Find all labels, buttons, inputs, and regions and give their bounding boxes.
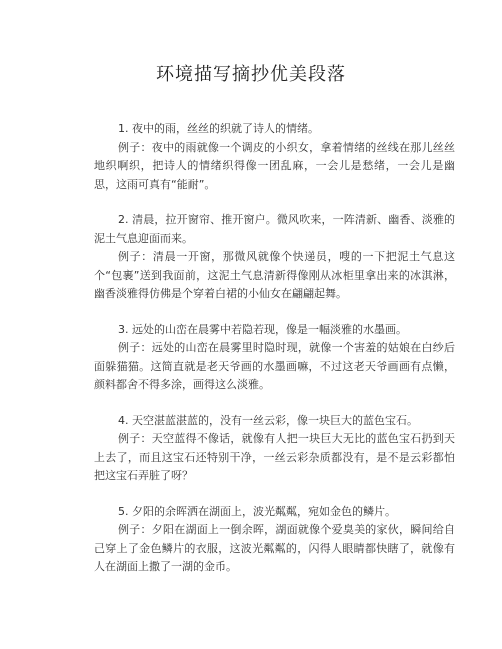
section-example: 例子：清晨一开窗，那微风就像个快递员，嗖的一下把泥土气息这个“包裹”送到我面前，这泥土气息清新得像刚从冰柜里拿出来的冰淇淋，幽香淡雅得仿佛是个穿着白裙的小仙女在翩翩起舞。 (94, 250, 455, 300)
section-example: 例子：天空蓝得不像话，就像有人把一块巨大无比的蓝色宝石扔到天上去了，而且这宝石还特别干净，一丝云彩杂质都没有，是不是云彩都怕把这宝石弄脏了呀？ (94, 432, 455, 482)
sections-list (94, 120, 455, 594)
section-heading: 1. 夜中的雨，丝丝的织就了诗人的情绪。 (118, 122, 319, 135)
section-2 (94, 211, 455, 304)
section-heading: 4. 天空湛蓝湛蓝的，没有一丝云彩，像一块巨大的蓝色宝石。 (118, 413, 418, 427)
section-heading: 3. 远处的山峦在晨雾中若隐若现，像是一幅淡雅的水墨画。 (118, 322, 407, 336)
section-3 (94, 321, 455, 395)
section-example: 例子：夕阳在湖面上一倒余晖，湖面就像个爱臭美的家伙，瞬间给自己穿上了金色鳞片的衣服，这波光粼粼的，闪得人眼睛都快瞎了，就像有人在湖面上撒了一湖的金币。 (94, 523, 455, 573)
section-example: 例子：夜中的雨就像一个调皮的小织女，拿着情绪的丝线在那儿丝丝地织啊织，把诗人的情绪织得像一团乱麻，一会儿是愁绪，一会儿是幽思，这雨可真有“能耐”。 (94, 140, 455, 191)
section-5 (94, 503, 455, 577)
section-1 (94, 120, 455, 194)
section-example: 例子：远处的山峦在晨雾里时隐时现，就像一个害羞的姑娘在白纱后面躲猫猫。这简直就是老天爷画的水墨画嘛，不过这老天爷画画有点懒，颜料都舍不得多涂，画得这么淡雅。 (94, 341, 455, 391)
section-heading: 2. 清晨，拉开窗帘、推开窗户。微风吹来，一阵清新、幽香、淡雅的泥土气息迎面而来。 (94, 213, 455, 245)
page-title: 环境描写摘抄优美段落 (156, 64, 346, 85)
section-heading: 5. 夕阳的余晖洒在湖面上，波光粼粼，宛如金色的鳞片。 (118, 504, 396, 518)
section-4 (94, 412, 455, 486)
